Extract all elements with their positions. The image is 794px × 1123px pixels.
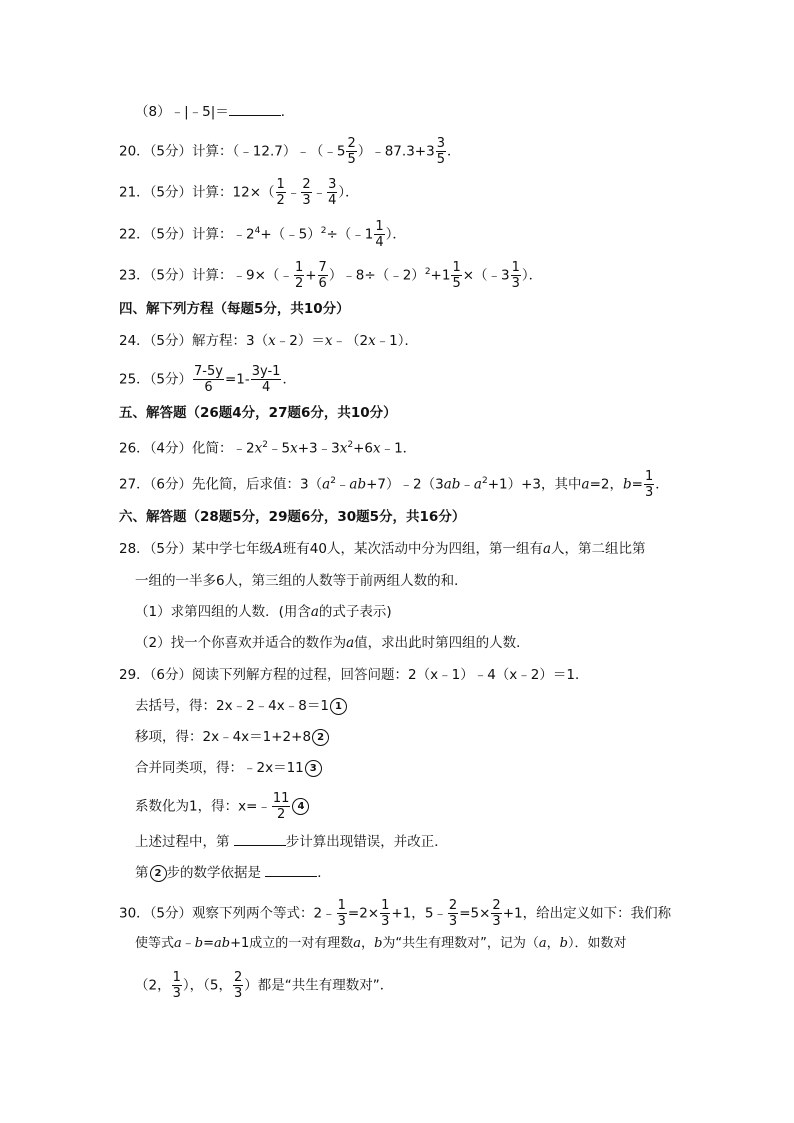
text-segment: （5分） (149, 371, 193, 388)
answer-blank (234, 832, 286, 846)
text-segment: a (174, 936, 182, 951)
text-segment: =2× (347, 905, 380, 922)
section-4-title: 四、解下列方程（每题5分，共10分） (119, 301, 350, 317)
text-segment: 计算： (192, 267, 233, 284)
text-segment: 6 (318, 276, 327, 291)
question-23 (119, 260, 542, 291)
text-segment: 4 (375, 235, 384, 250)
text-segment: x=﹣ (238, 798, 271, 815)
answer-blank (229, 102, 281, 116)
text-segment: （5分） (149, 333, 193, 349)
text-segment: 2 (492, 898, 501, 913)
q29-answer1 (135, 832, 448, 852)
text-segment: x (339, 440, 348, 457)
text-segment: 3 (644, 485, 654, 500)
text-segment: ）． (521, 267, 543, 284)
text-segment: 7 (318, 260, 327, 275)
text-segment: 2 (320, 226, 327, 236)
text-segment: ），（5， (182, 977, 232, 994)
text-segment: （5分） (149, 143, 193, 160)
question-28-line1 (119, 539, 646, 559)
text-segment: （5分） (149, 541, 193, 557)
text-segment: 2 (302, 177, 311, 192)
text-segment: a (542, 541, 552, 557)
q29-answer2 (135, 863, 331, 883)
text-segment: =2， (589, 476, 623, 493)
text-segment: 3 (172, 986, 181, 1001)
question-26 (119, 435, 416, 459)
text-segment: ﹣ (335, 476, 350, 493)
text-segment: 4 (254, 226, 261, 236)
text-segment: 3（ (300, 476, 323, 493)
circled-number: 2 (312, 729, 329, 746)
text-segment: ）． (385, 226, 406, 243)
question-30-line1 (119, 898, 671, 929)
text-segment: 3 (233, 986, 243, 1001)
text-segment: ﹣9×（﹣ (232, 267, 293, 284)
text-segment: 计算： (192, 143, 233, 160)
text-segment: ab (214, 936, 231, 951)
text-segment: 28． (119, 541, 150, 557)
text-segment: 2x﹣2﹣4x﹣8＝1 (216, 698, 329, 714)
text-segment: 1 (381, 898, 390, 913)
text-segment: 5 (436, 152, 445, 167)
text-segment: 24． (119, 333, 150, 349)
question-30-line3 (135, 970, 393, 1001)
text-segment: 20． (119, 143, 150, 160)
fraction (294, 260, 304, 291)
fraction (251, 364, 282, 395)
text-segment: 2 (294, 276, 304, 291)
text-segment: 12×（ (232, 184, 275, 201)
circled-number: 4 (292, 798, 309, 815)
text-segment: 1 (452, 260, 461, 275)
text-segment: ﹣ (312, 184, 327, 201)
text-segment: ﹣1． (380, 440, 417, 457)
text-segment: ÷（﹣1 (326, 226, 374, 243)
text-segment: ． (655, 476, 669, 493)
text-segment: x (290, 440, 298, 457)
text-segment: 的式子表示) (318, 604, 392, 620)
text-segment: 某中学七年级 (192, 541, 274, 557)
text-segment: 1 (294, 260, 304, 275)
text-segment: ×（﹣3 (462, 267, 510, 284)
text-segment: ． (282, 371, 296, 388)
q29-step2 (135, 727, 329, 747)
q29-step3 (135, 758, 322, 778)
circled-number: 2 (150, 865, 167, 882)
fraction (451, 260, 461, 291)
section-6-title: 六、解答题（28题5分，29题6分，30题5分，共16分） (119, 509, 466, 525)
q29-step4 (135, 791, 309, 822)
text-segment: b (374, 936, 383, 951)
text-segment: 4 (328, 193, 337, 208)
fraction (374, 219, 384, 250)
text-segment: 2 (262, 440, 268, 450)
fraction (272, 791, 291, 822)
text-segment: （1）求第四组的人数．(用含 (135, 604, 311, 620)
text-segment: ． (446, 143, 461, 160)
text-segment: 移项，得： (135, 729, 203, 745)
text-segment: 5 (347, 152, 356, 167)
text-segment: ﹣ (181, 936, 195, 951)
text-segment: 1 (644, 469, 654, 484)
fraction (337, 898, 347, 929)
question-21 (119, 177, 359, 208)
text-segment: 11 (272, 791, 290, 806)
fraction (276, 177, 286, 208)
text-segment: 2 (276, 193, 285, 208)
question-24 (119, 331, 418, 351)
text-segment: 2 (330, 476, 336, 486)
text-segment: +1成立的一对有理数 (230, 936, 354, 951)
text-segment: ﹣2x＝11 (243, 760, 304, 776)
text-segment: （4分） (149, 440, 193, 457)
text-segment: +3﹣3 (297, 440, 340, 457)
text-segment: （﹣12.7）﹣（﹣5 (232, 143, 346, 160)
text-segment: +1）+3，其中 (487, 476, 582, 493)
text-segment: x (268, 333, 276, 349)
text-segment: 2 (347, 440, 354, 450)
answer-blank (265, 863, 317, 877)
text-segment: 2 (448, 898, 458, 913)
text-segment: ）．如数对 (567, 936, 627, 951)
text-segment: a (353, 936, 362, 951)
text-segment: 23． (119, 267, 150, 284)
text-segment: 人，第二组比第 (551, 541, 646, 557)
text-segment: 3 (302, 193, 311, 208)
text-segment: 2 (481, 476, 488, 486)
text-segment: = (631, 476, 643, 493)
text-segment: ， (361, 936, 375, 951)
q19-part8 (135, 102, 294, 122)
text-segment: 1 (375, 219, 384, 234)
text-segment: 2（x﹣1）﹣4（x﹣2）＝1． (408, 667, 589, 683)
question-28-part2 (135, 633, 530, 653)
text-segment: x (372, 440, 381, 457)
text-segment: a (322, 476, 331, 493)
text-segment: b (559, 936, 568, 951)
text-segment: a (473, 476, 482, 493)
text-segment: 3 (436, 136, 445, 151)
question-25 (119, 364, 296, 395)
text-segment: 5﹣ (424, 905, 447, 922)
text-segment: 3 (448, 914, 458, 929)
text-segment: 1 (337, 898, 346, 913)
text-segment: 1 (511, 260, 520, 275)
text-segment: （6分） (149, 667, 193, 683)
text-segment: 合并同类项，得： (135, 760, 243, 776)
question-30-line2 (135, 934, 627, 954)
circled-number: 1 (330, 698, 347, 715)
text-segment: a (310, 604, 319, 620)
text-segment: 3 (337, 914, 346, 929)
text-segment: 2x﹣4x＝1+2+8 (202, 729, 312, 745)
text-segment: 5 (452, 276, 461, 291)
fraction (511, 260, 521, 291)
text-segment: b (623, 476, 632, 493)
text-segment: 2 (277, 807, 286, 822)
text-segment: （2）找一个你喜欢并适合的数作为 (135, 635, 347, 651)
text-segment: 29． (119, 667, 150, 683)
text-segment: 去括号，得： (135, 698, 216, 714)
text-segment: 4 (261, 380, 271, 395)
fraction (491, 898, 501, 929)
text-segment: 3y-1 (251, 364, 281, 379)
text-segment: x (324, 333, 333, 349)
text-segment: ﹣（2 (332, 333, 369, 349)
text-segment: 步的数学依据是 (166, 865, 266, 881)
text-segment: + (305, 267, 317, 284)
text-segment: +1， (391, 905, 425, 922)
text-segment: ﹣5 (267, 440, 291, 457)
q29-step1 (135, 696, 347, 716)
question-27 (119, 469, 669, 500)
text-segment: 为“共生有理数对”，记为（ (382, 936, 539, 951)
text-segment: ． (280, 104, 295, 120)
text-segment: ﹣2）＝ (275, 333, 325, 349)
text-segment: ab (443, 476, 461, 493)
text-segment: 先化简，后求值： (192, 476, 301, 493)
text-segment: （2， (135, 977, 171, 994)
text-segment: x (368, 333, 376, 349)
text-segment: 班有40人，某次活动中分为四组，第一组有 (282, 541, 543, 557)
text-segment: 上述过程中，第 (135, 834, 234, 850)
text-segment: （5分） (149, 267, 193, 284)
text-segment: 2 (347, 136, 356, 151)
text-segment: 3 (381, 914, 390, 929)
question-20 (119, 136, 460, 167)
text-segment: 值，求出此时第四组的人数． (354, 635, 530, 651)
text-segment: 解方程： (192, 333, 247, 349)
text-segment: ）都是“共生有理数对”． (244, 977, 394, 994)
text-segment: 3（ (246, 333, 269, 349)
text-segment: ﹣2 (232, 440, 255, 457)
text-segment: 2 (424, 267, 431, 277)
question-28-line2: 一组的一半多6人，第三组的人数等于前两组人数的和． (135, 573, 468, 589)
text-segment: ab (349, 476, 367, 493)
text-segment: 1 (276, 177, 285, 192)
text-segment: （5分） (149, 226, 193, 243)
text-segment: ）． (338, 184, 359, 201)
text-segment: 步计算出现错误，并改正． (285, 834, 448, 850)
fraction (301, 177, 311, 208)
question-29 (119, 665, 588, 685)
text-segment: ﹣2 (232, 226, 255, 243)
text-segment: +7）﹣2（3 (366, 476, 444, 493)
text-segment: 第 (135, 865, 149, 881)
fraction (380, 898, 390, 929)
text-segment: ， (546, 936, 560, 951)
text-segment: ﹣1）． (375, 333, 419, 349)
text-segment: 观察下列两个等式： (192, 905, 314, 922)
fraction (327, 177, 337, 208)
text-segment: （5分） (149, 184, 193, 201)
text-segment: 25． (119, 371, 150, 388)
fraction (644, 469, 654, 500)
text-segment: 22． (119, 226, 150, 243)
fraction (172, 970, 182, 1001)
text-segment: a (581, 476, 590, 493)
fraction (346, 136, 356, 167)
fraction (233, 970, 243, 1001)
text-segment: 6 (204, 380, 213, 395)
text-segment: 系数化为1，得： (135, 798, 239, 815)
fraction (448, 898, 458, 929)
text-segment: 26． (119, 440, 150, 457)
text-segment: a (538, 936, 547, 951)
text-segment: ﹣ (286, 184, 301, 201)
text-segment: 阅读下列解方程的过程，回答问题： (192, 667, 409, 683)
text-segment: 1 (172, 970, 181, 985)
text-segment: +1 (430, 267, 451, 284)
text-segment: ）﹣8÷（﹣2） (328, 267, 425, 284)
text-segment: A (273, 541, 283, 557)
text-segment: 3 (511, 276, 520, 291)
text-segment: ﹣|﹣5|＝ (170, 104, 229, 120)
text-segment: ． (317, 865, 331, 881)
text-segment: ）﹣87.3+3 (357, 143, 435, 160)
fraction (318, 260, 328, 291)
text-segment: +6 (353, 440, 373, 457)
text-segment: +1，给出定义如下：我们称 (502, 905, 672, 922)
text-segment: 2﹣ (313, 905, 336, 922)
text-segment: 27． (119, 476, 150, 493)
text-segment: =5× (459, 905, 491, 922)
text-segment: 2 (233, 970, 243, 985)
text-segment: 30． (119, 905, 150, 922)
text-segment: x (254, 440, 263, 457)
text-segment: 7-5y (194, 364, 223, 379)
section-5-title: 五、解答题（26题4分，27题6分，共10分） (119, 405, 397, 421)
text-segment: 21． (119, 184, 150, 201)
text-segment: 3 (492, 914, 501, 929)
fraction (193, 364, 224, 395)
text-segment: 使等式 (135, 936, 175, 951)
circled-number: 3 (305, 760, 322, 777)
text-segment: （5分） (149, 905, 193, 922)
text-segment: （8） (135, 104, 171, 120)
fraction (436, 136, 446, 167)
question-28-part1 (135, 602, 392, 622)
text-segment: （6分） (149, 476, 193, 493)
text-segment: a (346, 635, 355, 651)
question-22 (119, 219, 406, 250)
text-segment: ﹣ (460, 476, 474, 493)
text-segment: 计算： (192, 184, 233, 201)
text-segment: +（﹣5） (260, 226, 321, 243)
text-segment: =1- (224, 371, 250, 388)
text-segment: b (194, 936, 204, 951)
text-segment: 3 (328, 177, 337, 192)
text-segment: = (203, 936, 215, 951)
text-segment: 化简： (192, 440, 233, 457)
text-segment: 计算： (192, 226, 233, 243)
